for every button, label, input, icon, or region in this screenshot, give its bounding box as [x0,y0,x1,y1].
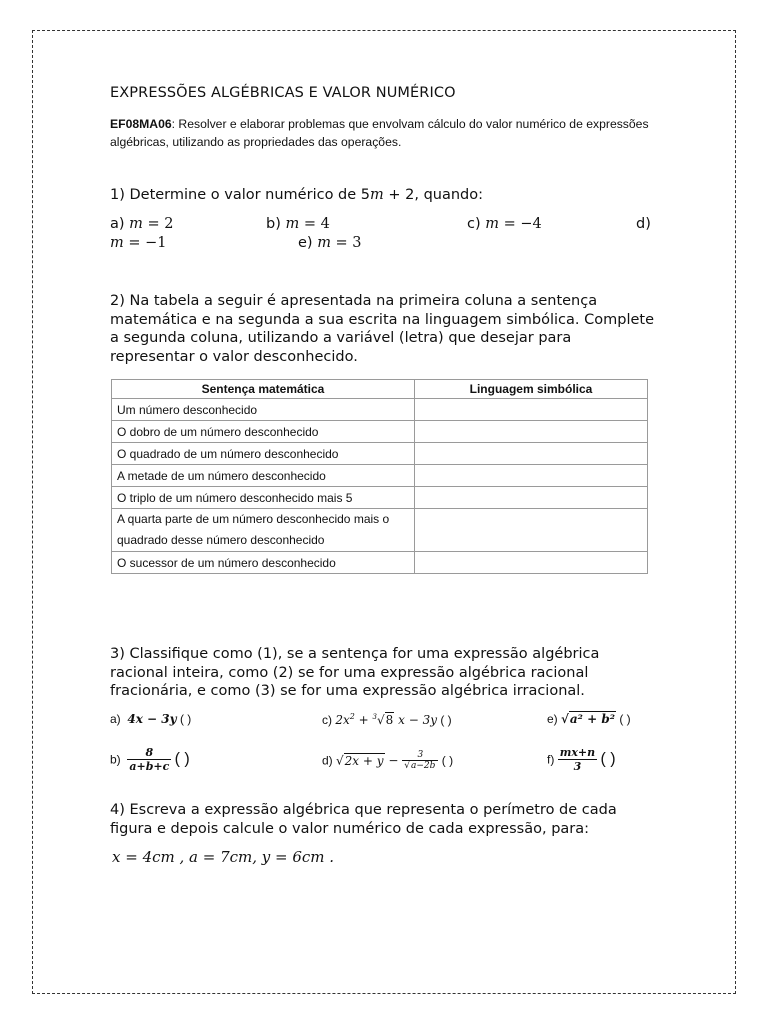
skill-code: EF08MA06 [110,117,172,131]
answer-cell[interactable] [415,487,648,509]
answer-cell[interactable] [415,443,648,465]
q1-option-b: b) m = 4 [266,216,330,232]
page-title: EXPRESSÕES ALGÉBRICAS E VALOR NUMÉRICO [110,85,456,101]
question-3-prompt: 3) Classifique como (1), se a sentença for uma expressão algébrica racional inteira, como (2) se for uma expressão algébrica racional fracionária, e como (3) se for uma expressão algébrica irracional. [110,646,600,699]
q1-option-d-label: d) [636,216,651,232]
q1-option-d-value: m = −1 [110,235,167,251]
answer-cell[interactable] [415,509,648,552]
skill-text: : Resolver e elaborar problemas que envolvam cálculo do valor numérico de expressões algébricas, utilizando as propriedades das operações. [110,117,649,149]
answer-cell[interactable] [415,465,648,487]
table-row: A quarta parte de um número desconhecido mais o quadrado desse número desconhecido [112,509,648,552]
table-row: O sucessor de um número desconhecido [112,552,648,574]
q3-item-a: a) 4x − 3y ( ) [110,712,192,726]
q1-option-a: a) m = 2 [110,216,174,232]
q3-item-b: b) $\frac{8}{a+b+c}$ ( ) [110,746,190,773]
answer-cell[interactable] [415,421,648,443]
sentence-table [111,379,648,574]
q3-item-d: d) √2x + y − $\frac{3}{√a-2b}$ ( ) [322,750,454,771]
skill-description [110,115,670,151]
question-4-prompt: 4) Escreva a expressão algébrica que representa o perímetro de cada figura e depois calcule o valor numérico de cada expressão, para: [110,802,617,837]
q1-option-e: e) m = 3 [298,235,362,251]
answer-cell[interactable] [415,399,648,421]
header-symbolic: Linguagem simbólica [415,380,648,399]
q4-values: x = 4cm , a = 7cm, y = 6cm . [112,848,335,866]
question-2-prompt: 2) Na tabela a seguir é apresentada na primeira coluna a sentença matemática e na segunda a sua escrita na linguagem simbólica. Complete a segunda coluna, utilizando a variável (letra) que desejar para representar o valor desconhecido. [110,293,654,365]
table-row: Um número desconhecido [112,399,648,421]
table-row: A metade de um número desconhecido [112,465,648,487]
question-1-prompt: 1) Determine o valor numérico de 5m + 2, quando: [110,187,484,203]
header-sentence: Sentença matemática [112,380,415,399]
q3-item-f: f) $\frac{mx+n}{3}$ ( ) [547,746,616,773]
table-row: O triplo de um número desconhecido mais 5 [112,487,648,509]
q3-item-e: e) √a² + b² ( ) [547,712,631,726]
q3-item-c: c) $2x^2 + ^3√8$ x − 3y ( ) [322,712,452,727]
table-row: O dobro de um número desconhecido [112,421,648,443]
answer-cell[interactable] [415,552,648,574]
q1-option-c: c) m = −4 [467,216,542,232]
table-row: O quadrado de um número desconhecido [112,443,648,465]
table-header-row [112,380,648,399]
